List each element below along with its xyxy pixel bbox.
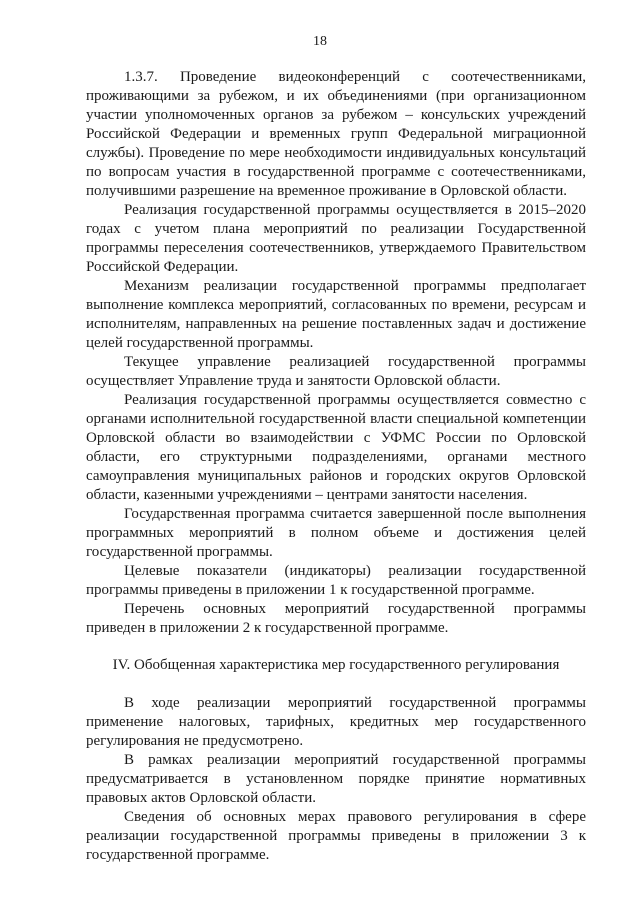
paragraph: В ходе реализации мероприятий государственной программы применение налоговых, тарифных, кредитных мер государственного регулирования не предусмотрено.	[86, 695, 586, 749]
paragraph: Государственная программа считается завершенной после выполнения программных мероприятий в полном объеме и достижения целей государственной программы.	[86, 506, 586, 560]
paragraph: Сведения об основных мерах правового регулирования в сфере реализации государственной программы приведены в приложении 3 к государственной программе.	[86, 809, 586, 863]
paragraph: Реализация государственной программы осуществляется в 2015–2020 годах с учетом плана мероприятий по реализации Государственной программы переселения соотечественников, утверждаемого Правительством Российской Федерации.	[86, 202, 586, 275]
paragraph: Перечень основных мероприятий государственной программы приведен в приложении 2 к государственной программе.	[86, 601, 586, 636]
page-number: 18	[313, 34, 327, 49]
paragraph: Текущее управление реализацией государственной программы осуществляет Управление труда и занятости Орловской области.	[86, 354, 586, 389]
document-body	[86, 68, 586, 865]
section-heading: IV. Обобщенная характеристика мер государственного регулирования	[112, 657, 560, 673]
paragraph: Целевые показатели (индикаторы) реализации государственной программы приведены в приложении 1 к государственной программе.	[86, 563, 586, 598]
paragraph: 1.3.7. Проведение видеоконференций с соотечественниками, проживающими за рубежом, и их объединениями (при организационном участии уполномоченных органов за рубежом – консульских учреждений Российской Федерации и временных групп Федеральной миграционной службы). Проведение по мере необходимости индивидуальных консультаций по вопросам участия в государственной программе с соотечественниками, получившими разрешение на временное проживание в Орловской области.	[86, 69, 586, 199]
paragraph: Реализация государственной программы осуществляется совместно с органами исполнительной государственной власти специальной компетенции Орловской области во взаимодействии с УФМС России по Орловской области, его структурными подразделениями, органами местного самоуправления муниципальных районов и городских округов Орловской области, казенными учреждениями – центрами занятости населения.	[86, 392, 586, 503]
paragraph: В рамках реализации мероприятий государственной программы предусматривается в установленном порядке принятие нормативных правовых актов Орловской области.	[86, 752, 586, 806]
paragraph: Механизм реализации государственной программы предполагает выполнение комплекса мероприятий, согласованных по времени, ресурсам и исполнителям, направленных на решение поставленных задач и достижение целей государственной программы.	[86, 278, 586, 351]
